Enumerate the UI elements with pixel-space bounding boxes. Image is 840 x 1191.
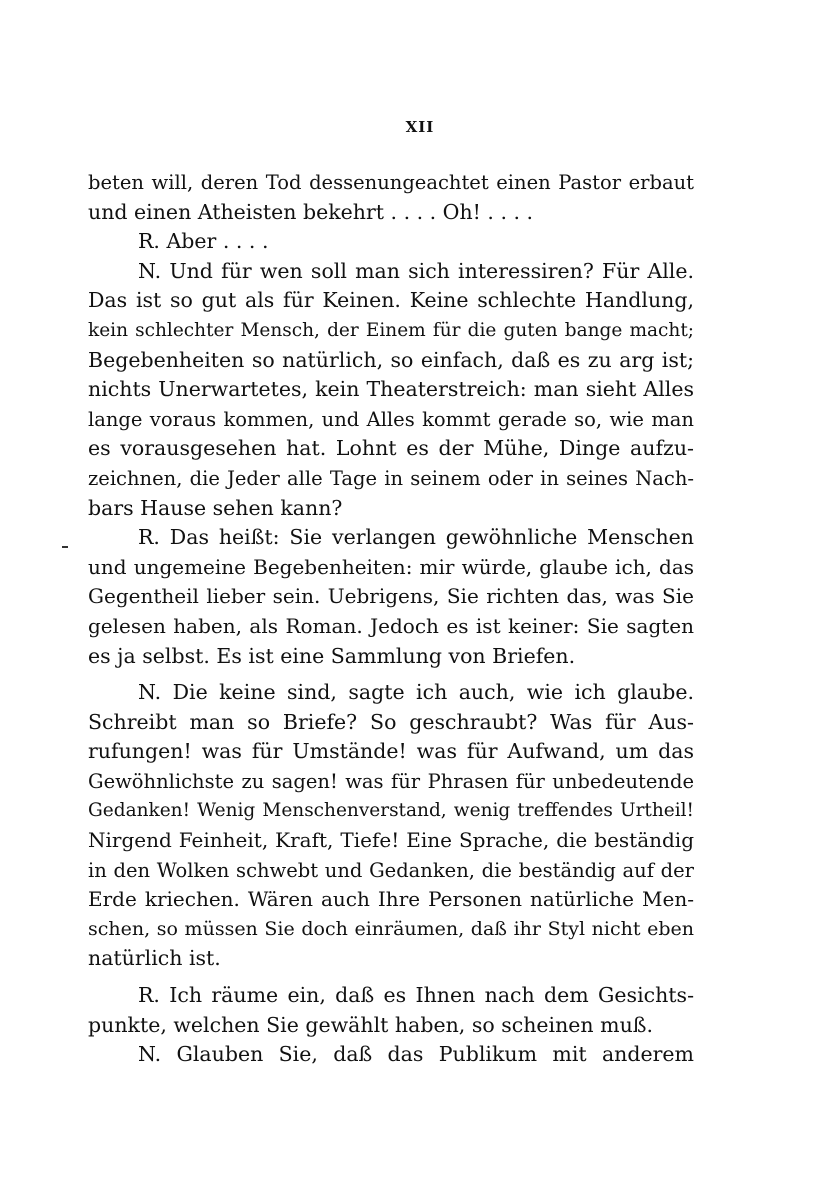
text-line: natürlich ist. [88,946,221,971]
text-line: R. Aber . . . . [138,229,269,254]
text-line: in den Wolken schwebt und Gedanken, die beständig auf der [88,858,694,882]
text-line: punkte, welchen Sie gewählt haben, so scheinen muß. [88,1012,654,1037]
body-text [88,168,694,1070]
text-line: Nirgend Feinheit, Kraft, Tiefe! Eine Sprache, die beständig [88,828,694,853]
text-line: und einen Atheisten bekehrt . . . . Oh! . . . . [88,199,534,224]
text-line: lange voraus kommen, und Alles kommt gerade so, wie man [88,407,694,431]
text-line: Gegentheil lieber sein. Uebrigens, Sie richten das, was Sie [88,584,694,609]
text-line: Schreibt man so Briefe? So geschraubt? Was für Aus- [88,709,694,734]
text-line: N. Und für wen soll man sich interessiren? Für Alle. [138,258,694,283]
text-line: Begebenheiten so natürlich, so einfach, daß es zu arg ist; [88,347,694,372]
text-line: bars Hause sehen kann? [88,495,343,520]
text-line: nichts Unerwartetes, kein Theaterstreich: man sieht Alles [88,377,694,402]
text-line: zeichnen, die Jeder alle Tage in seinem oder in seines Nach- [88,466,694,490]
text-line: R. Das heißt: Sie verlangen gewöhnliche Menschen [138,525,694,550]
text-line: gelesen haben, als Roman. Jedoch es ist keiner: Sie sagten [88,613,694,638]
text-line: kein schlechter Mensch, der Einem für die guten bange macht; [88,319,694,341]
text-line: R. Ich räume ein, daß es Ihnen nach dem Gesichts- [138,983,694,1008]
text-line: Gewöhnlichste zu sagen! was für Phrasen für unbedeutende [88,769,694,793]
text-line: Das ist so gut als für Keinen. Keine schlechte Handlung, [88,288,694,313]
text-line: rufungen! was für Umstände! was für Aufwand, um das [88,739,694,764]
text-line: Gedanken! Wenig Menschenverstand, wenig treffendes Urtheil! [88,800,694,822]
text-line: N. Die keine sind, sagte ich auch, wie ich glaube. [138,680,694,705]
page-number: XII [405,118,435,136]
text-line: es vorausgesehen hat. Lohnt es der Mühe, Dinge aufzu- [88,436,694,461]
text-line: es ja selbst. Es ist eine Sammlung von Briefen. [88,643,576,668]
margin-mark [62,546,68,548]
text-line: und ungemeine Begebenheiten: mir würde, glaube ich, das [88,554,694,579]
text-line: schen, so müssen Sie doch einräumen, daß ihr Styl nicht eben [88,917,694,940]
text-line: N. Glauben Sie, daß das Publikum mit anderem [138,1042,694,1067]
text-line: beten will, deren Tod dessenungeachtet einen Pastor erbaut [88,171,694,194]
text-line: Erde kriechen. Wären auch Ihre Personen natürliche Men- [88,887,694,912]
